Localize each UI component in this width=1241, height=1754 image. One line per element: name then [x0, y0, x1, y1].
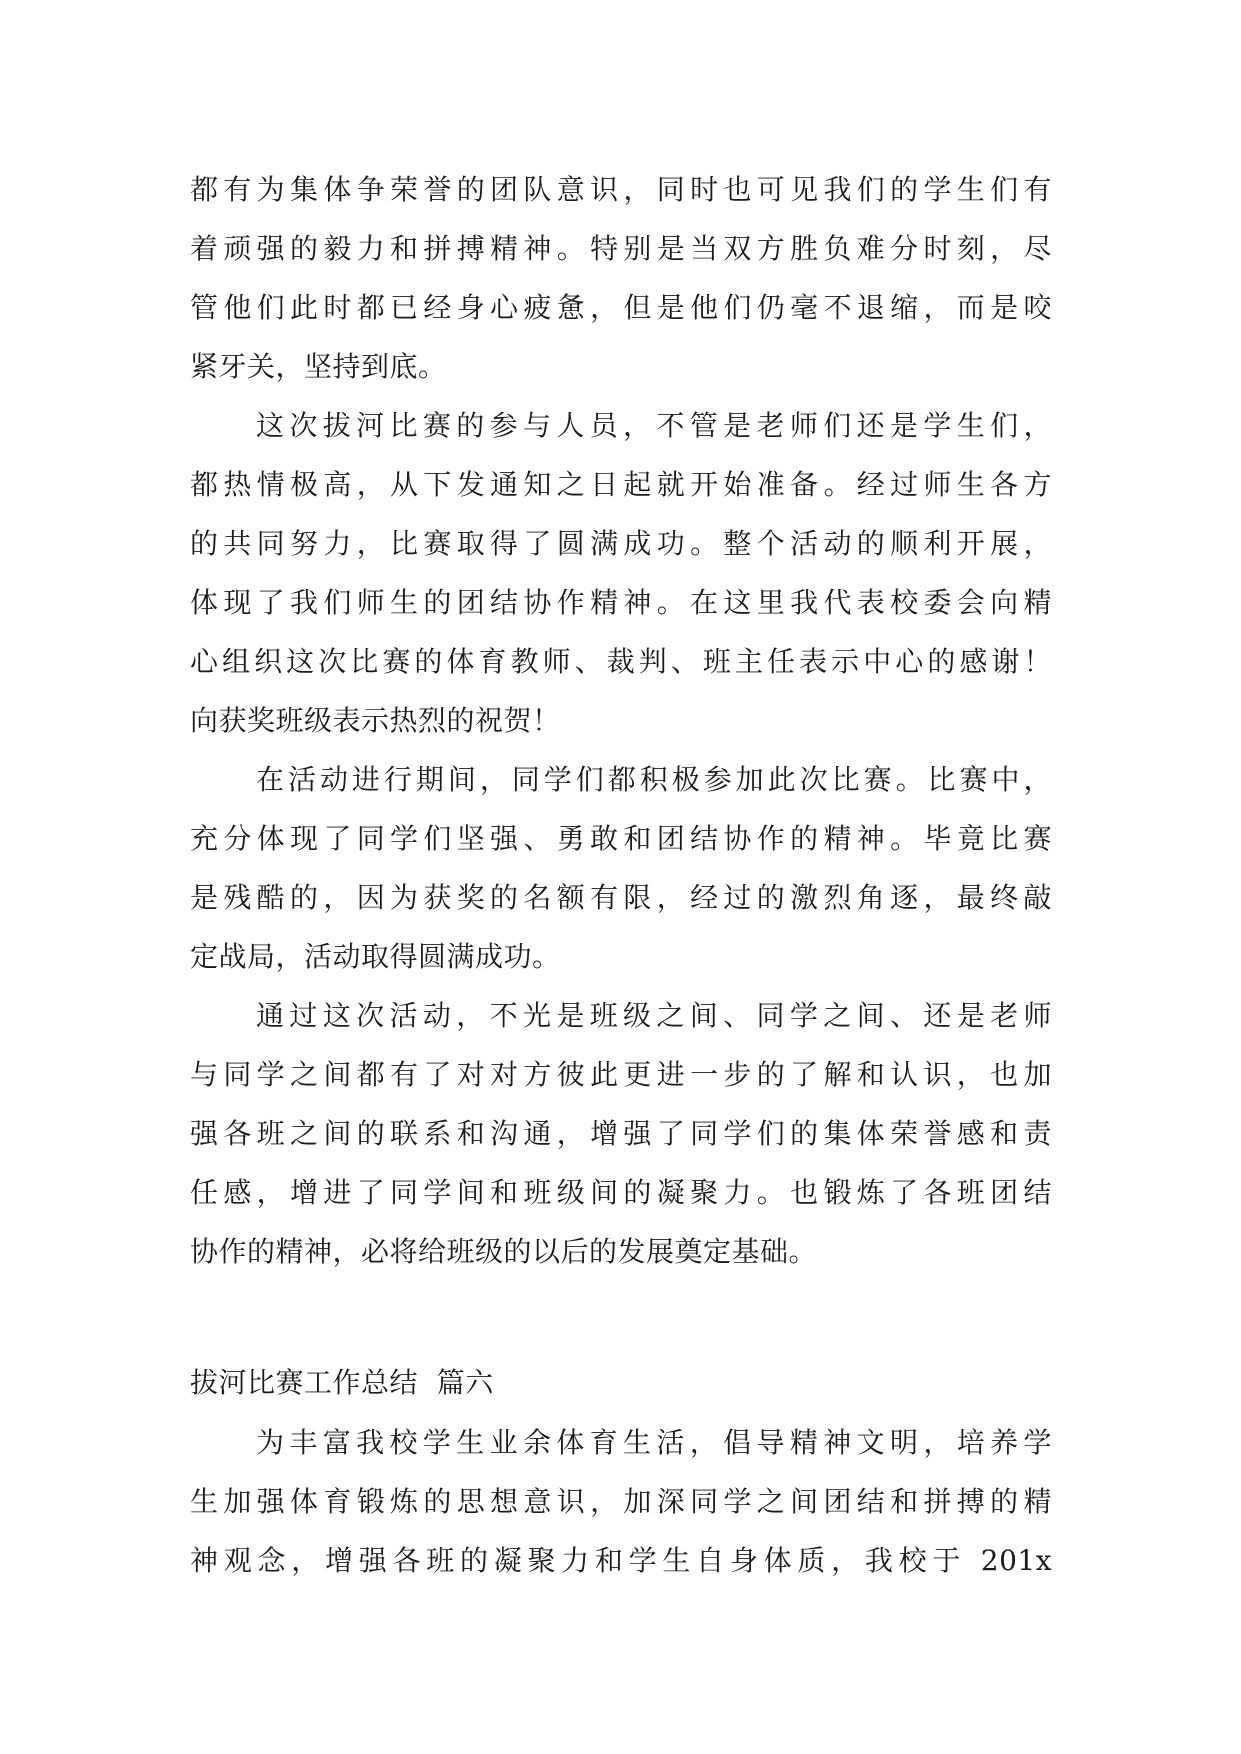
paragraph-activity — [190, 750, 1052, 986]
paragraph-continued — [190, 160, 1052, 396]
text-line: 紧牙关，坚持到底。 — [190, 350, 447, 383]
text-line: 任感，增进了同学间和班级间的凝聚力。也锻炼了各班团结 — [190, 1176, 1052, 1209]
text-line: 强各班之间的联系和沟通，增强了同学们的集体荣誉感和责 — [190, 1117, 1052, 1150]
text-line: 协作的精神，必将给班级的以后的发展奠定基础。 — [190, 1235, 818, 1268]
section-spacer — [190, 1281, 1052, 1353]
paragraph-outcome — [190, 986, 1052, 1281]
text-line: 着顽强的毅力和拼搏精神。特别是当双方胜负难分时刻，尽 — [190, 232, 1052, 265]
text-line: 为丰富我校学生业余体育生活，倡导精神文明，培养学 — [256, 1426, 1052, 1459]
text-line: 充分体现了同学们坚强、勇敢和团结协作的精神。毕竟比赛 — [190, 822, 1052, 855]
text-line: 的共同努力，比赛取得了圆满成功。整个活动的顺利开展， — [190, 527, 1052, 560]
text-line: 神观念，增强各班的凝聚力和学生自身体质，我校于 201x — [190, 1544, 1052, 1577]
text-line: 是残酷的，因为获奖的名额有限，经过的激烈角逐，最终敲 — [190, 881, 1052, 914]
section-heading: 拔河比赛工作总结 篇六 — [190, 1366, 494, 1399]
text-line: 都有为集体争荣誉的团队意识，同时也可见我们的学生们有 — [190, 173, 1052, 206]
paragraph-intro — [190, 1413, 1052, 1590]
text-line: 体现了我们师生的团结协作精神。在这里我代表校委会向精 — [190, 586, 1052, 619]
document-body — [190, 160, 1052, 1590]
paragraph-participants — [190, 396, 1052, 750]
text-line: 这次拔河比赛的参与人员，不管是老师们还是学生们， — [256, 409, 1052, 442]
text-line: 管他们此时都已经身心疲惫，但是他们仍毫不退缩，而是咬 — [190, 291, 1052, 324]
text-line: 定战局，活动取得圆满成功。 — [190, 940, 561, 973]
text-line: 在活动进行期间，同学们都积极参加此次比赛。比赛中， — [256, 763, 1052, 796]
text-line: 通过这次活动，不光是班级之间、同学之间、还是老师 — [256, 999, 1052, 1032]
text-line: 与同学之间都有了对对方彼此更进一步的了解和认识，也加 — [190, 1058, 1052, 1091]
text-line: 生加强体育锻炼的思想意识，加深同学之间团结和拼搏的精 — [190, 1485, 1052, 1518]
text-line: 都热情极高，从下发通知之日起就开始准备。经过师生各方 — [190, 468, 1052, 501]
text-line: 心组织这次比赛的体育教师、裁判、班主任表示中心的感谢！ — [190, 645, 1052, 678]
text-line: 向获奖班级表示热烈的祝贺！ — [190, 704, 561, 737]
